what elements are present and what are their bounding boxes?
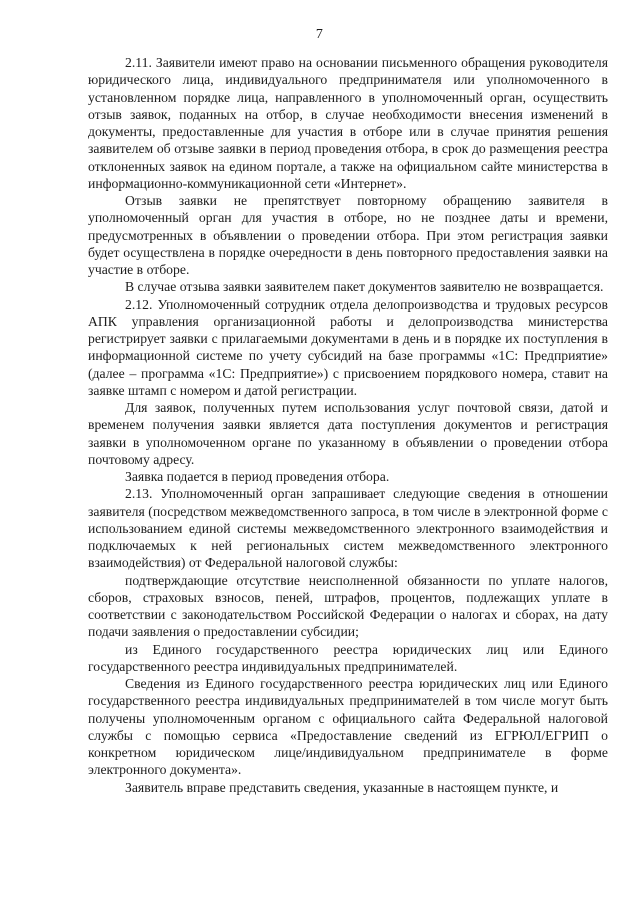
page-number: 7 — [315, 27, 324, 42]
paragraph-withdrawal-resubmission: Отзыв заявки не препятствует повторному обращению заявителя в уполномоченный орган для участия в отборе, но не позднее даты и времени, предусмотренных в объявлении о проведении отбора. При этом регистрация заявки будет осуществлена в порядке очередности в день повторного предоставления заявки на участие в отборе. — [88, 193, 608, 277]
document-body — [88, 54, 608, 796]
paragraph-postal-applications: Для заявок, полученных путем использования услуг почтовой связи, датой и временем получения заявки является дата поступления документов и регистрация заявки в уполномоченном органе по указанному в объявлении о проведении отбора почтовому адресу. — [88, 400, 608, 467]
paragraph-2-12: 2.12. Уполномоченный сотрудник отдела делопроизводства и трудовых ресурсов АПК управления организационной работы и делопроизводства министерства регистрирует заявки с прилагаемыми документами в день и в порядке их поступления в информационной системе по учету субсидий на базе программы «1С: Предприятие» (далее – программа «1С: Предприятие») с присвоением порядкового номера, ставит на заявке штамп с номером и датой регистрации. — [88, 296, 608, 398]
paragraph-applicant-right: Заявитель вправе представить сведения, указанные в настоящем пункте, и — [125, 779, 559, 795]
paragraph-2-13: 2.13. Уполномоченный орган запрашивает следующие сведения в отношении заявителя (посредством межведомственного запроса, в том числе в электронной форме с использованием единой системы межведомственного электронного взаимодействия и подключаемых к ней региональных систем межведомственного электронного взаимодействия) от Федеральной налоговой службы: — [88, 486, 608, 571]
paragraph-2-11: 2.11. Заявители имеют право на основании письменного обращения руководителя юридического лица, индивидуального предпринимателя или уполномоченного в установленном порядке лица, направленного в уполномоченный орган, осуществить отзыв заявок, поданных на отбор, в случае необходимости внесения изменений в документы, предоставленные для участия в отборе или в случае принятия решения заявителем об отзыве заявки в период проведения отбора, в срок до размещения реестра отклоненных заявок на едином портале, а также на официальном сайте министерства в информационно-коммуникационной сети «Интернет». — [88, 55, 608, 191]
paragraph-submission-period: Заявка подается в период проведения отбора. — [125, 469, 390, 484]
paragraph-state-registry: из Единого государственного реестра юридических лиц или Единого государственного реестра индивидуальных предпринимателей. — [88, 641, 608, 674]
paragraph-tax-obligations: подтверждающие отсутствие неисполненной обязанности по уплате налогов, сборов, страховых взносов, пеней, штрафов, процентов, подлежащих уплате в соответствии с законодательством Российской Федерации о налогах и сборах, на дату подачи заявления о предоставлении субсидии; — [88, 572, 608, 640]
paragraph-documents-not-returned: В случае отзыва заявки заявителем пакет документов заявителю не возвращается. — [125, 279, 604, 295]
paragraph-registry-info-source: Сведения из Единого государственного реестра юридических лиц или Единого государственного реестра индивидуальных предпринимателей в том числе могут быть получены уполномоченным органом с официального сайта Федеральной налоговой службы с помощью сервиса «Предоставление сведений из ЕГРЮЛ/ЕГРИП о конкретном юридическом лице/индивидуальном предпринимателе в форме электронного документа». — [88, 676, 608, 778]
